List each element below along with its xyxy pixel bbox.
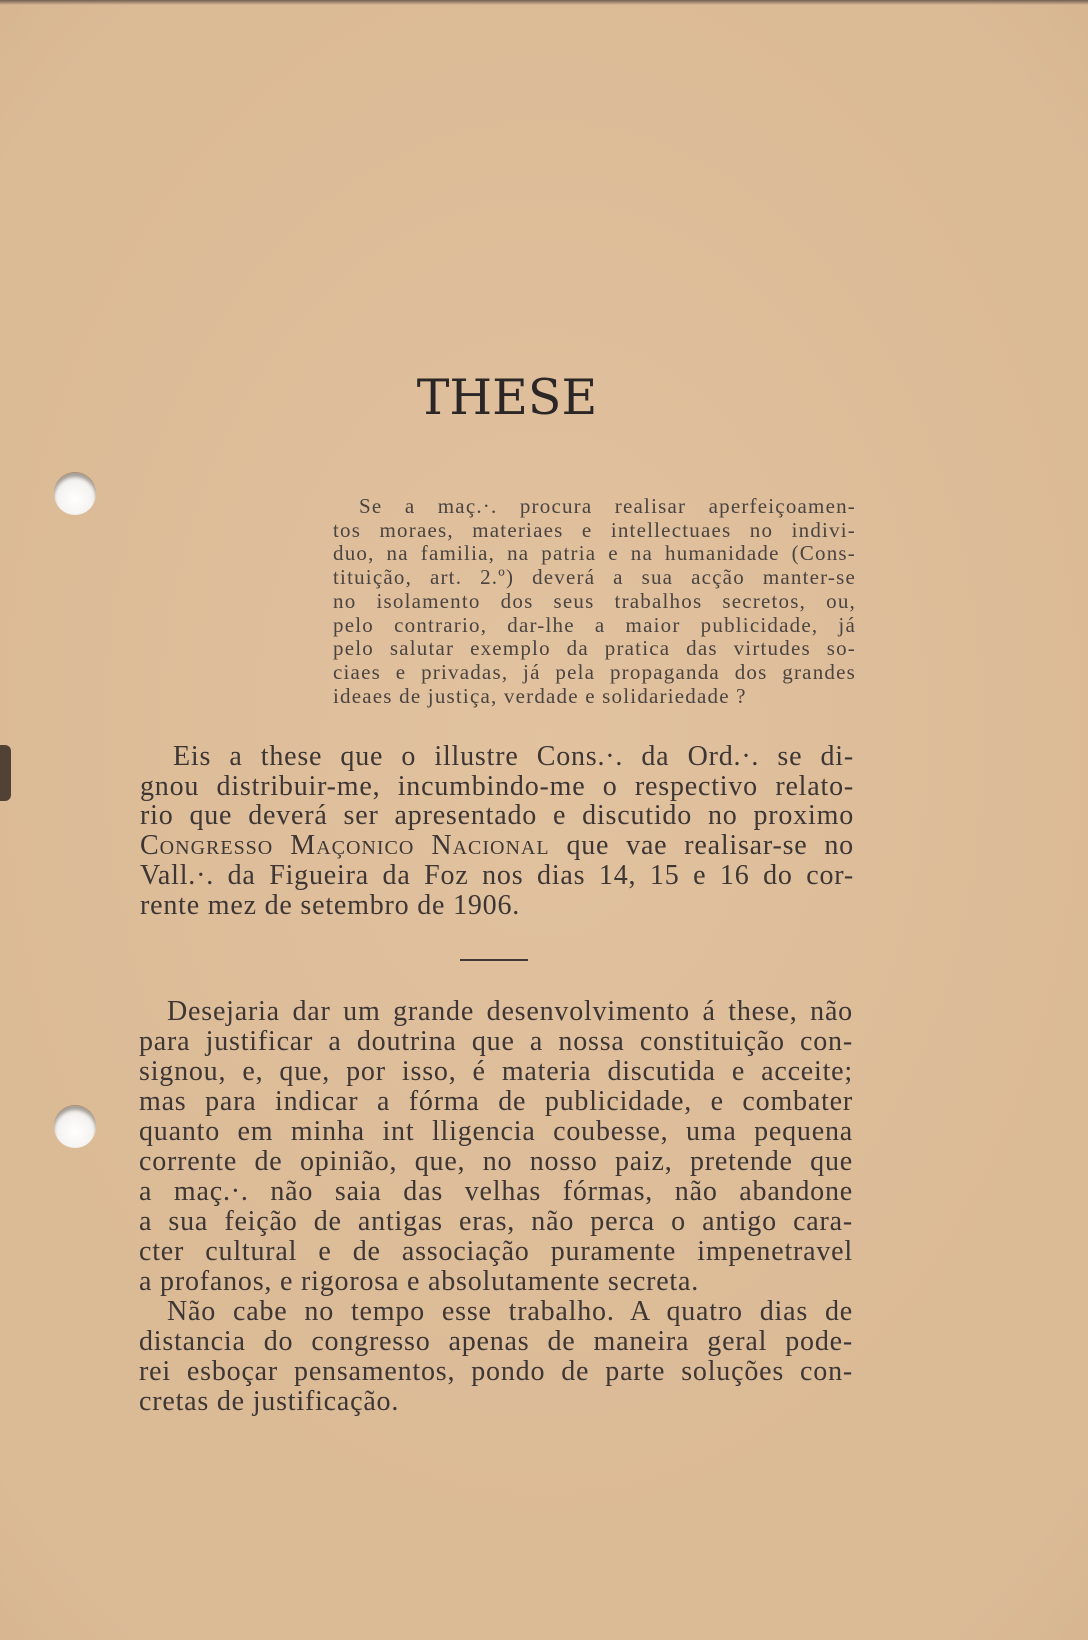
punch-hole — [54, 473, 96, 515]
paragraph-line: Eis a these que o illustre Cons.·. da Ord.·. se di- — [173, 741, 854, 772]
question-line: tos moraes, materiaes e intellectuaes no indivi- — [333, 517, 856, 542]
page-top-edge — [0, 0, 1088, 5]
paragraph-line: Desejaria dar um grande desenvolvimento á these, não — [167, 996, 853, 1027]
paragraph-line — [140, 831, 854, 861]
paragraph-line-rest: que vae realisar-se no — [566, 830, 854, 862]
paragraph-line: mas para indicar a fórma de publicidade, e combater — [139, 1086, 853, 1117]
section-rule — [460, 959, 528, 961]
question-line: ideaes de justiça, verdade e solidariedade ? — [333, 683, 747, 708]
question-line: pelo salutar exemplo da pratica das virtudes so- — [333, 636, 856, 661]
thesis-question — [333, 495, 856, 708]
congress-name: Congresso Maçonico Nacional — [140, 830, 550, 862]
question-line: ciaes e privadas, já pela propaganda dos grandes — [333, 659, 856, 684]
paragraph-line: rente mez de setembro de 1906. — [140, 889, 521, 921]
question-line: tituição, art. 2.º) deverá a sua acção manter-se — [333, 565, 856, 590]
paragraph-line: cter cultural e de associação puramente impenetravel — [139, 1236, 853, 1267]
body-text — [139, 997, 853, 1417]
question-line: no isolamento dos seus trabalhos secretos, ou, — [333, 588, 856, 613]
paragraph-line: gnou distribuir-me, incumbindo-me o respectivo relato- — [140, 770, 854, 802]
paragraph-line: rio que deverá ser apresentado e discutido no proximo — [140, 800, 854, 832]
paragraph-line: corrente de opinião, que, no nosso paiz, pretende que — [139, 1146, 853, 1177]
paragraph-line: quanto em minha int lligencia coubesse, uma pequena — [139, 1116, 853, 1147]
paragraph-line: Vall.·. da Figueira da Foz nos dias 14, 15 e 16 do cor- — [140, 859, 854, 891]
punch-hole — [54, 1106, 96, 1148]
paragraph-line: para justificar a doutrina que a nossa constituição con- — [139, 1026, 853, 1057]
intro-paragraph — [140, 742, 854, 920]
paragraph-line: Não cabe no tempo esse trabalho. A quatro dias de — [167, 1296, 853, 1327]
edge-stain — [0, 745, 11, 801]
paragraph-line: a profanos, e rigorosa e absolutamente secreta. — [139, 1266, 700, 1297]
page-title: THESE — [416, 369, 598, 426]
question-line: duo, na familia, na patria e na humanidade (Cons- — [333, 541, 856, 566]
paragraph-line: a maç.·. não saia das velhas fórmas, não abandone — [139, 1176, 853, 1207]
paragraph-line: cretas de justificação. — [139, 1386, 400, 1417]
question-line: pelo contrario, dar-lhe a maior publicidade, já — [333, 612, 856, 637]
question-line: Se a maç.·. procura realisar aperfeiçoamen- — [359, 494, 856, 518]
paragraph-line: a sua feição de antigas eras, não perca o antigo cara- — [139, 1206, 853, 1237]
paragraph-line: distancia do congresso apenas de maneira geral pode- — [139, 1326, 853, 1357]
paragraph-line: signou, e, que, por isso, é materia discutida e acceite; — [139, 1056, 853, 1087]
paragraph-line: rei esboçar pensamentos, pondo de parte soluções con- — [139, 1356, 853, 1387]
